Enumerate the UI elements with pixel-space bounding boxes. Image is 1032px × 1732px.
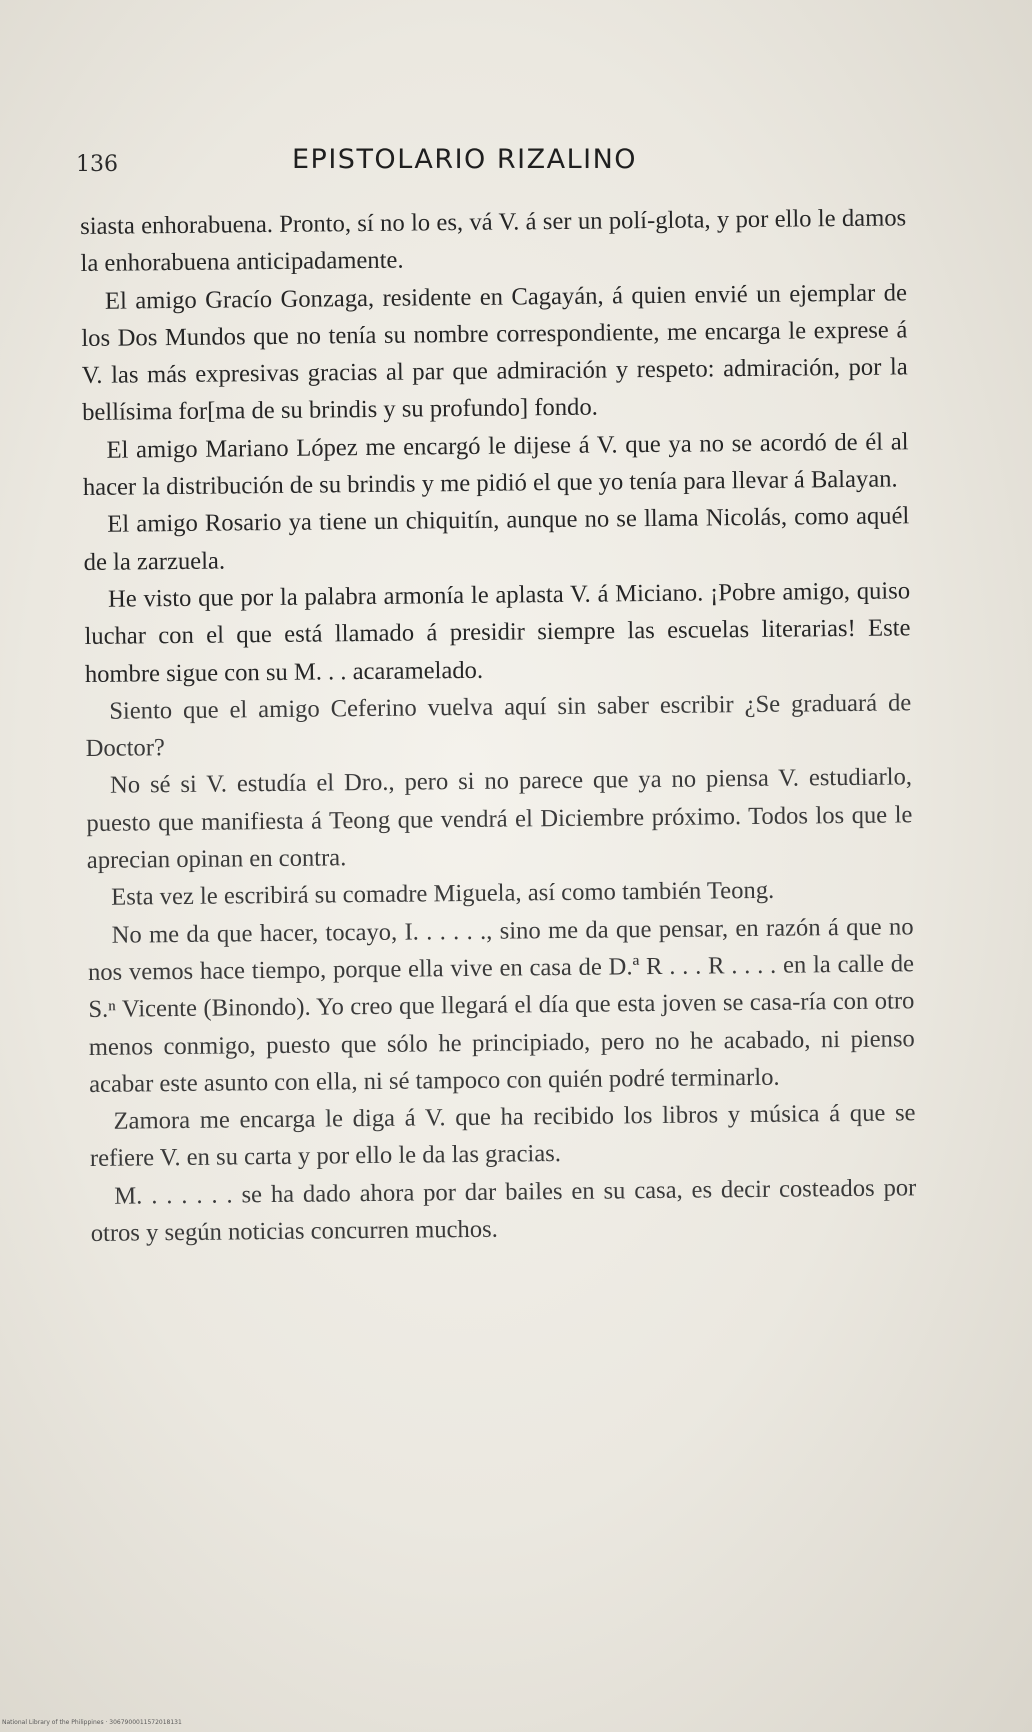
letter-body: [80, 199, 917, 1252]
paragraph-6: Siento que el amigo Ceferino vuelva aquí sin saber escribir ¿Se graduará de Doctor?: [85, 689, 912, 763]
archive-stamp: National Library of the Philippines · 3067900011572018131: [2, 1719, 182, 1726]
paragraph-3: El amigo Mariano López me encargó le dijese á V. que ya no se acordó de él al hacer la distribución de su brindis y me pidió el que yo tenía para llevar á Balayan.: [82, 428, 909, 502]
page-number: 136: [76, 152, 118, 177]
page-header: [76, 140, 936, 184]
paragraph-1: siasta enhorabuena. Pronto, sí no lo es, vá V. á ser un polí-glota, y por ello le damos la enhorabuena anticipadamente.: [80, 204, 907, 278]
paragraph-2: El amigo Gracío Gonzaga, residente en Cagayán, á quien envié un ejemplar de los Dos Mundos que no tenía su nombre correspondiente, me encarga le exprese á V. las más expresivas gracias al par que admiración y respeto: admiración, por la bellísima for[ma de su brindis y su profundo] fondo.: [81, 278, 908, 427]
paragraph-11: M. . . . . . . se ha dado ahora por dar bailes en su casa, es decir costeados por otros y según noticias concurren muchos.: [90, 1174, 917, 1247]
paragraph-10: Zamora me encarga le diga á V. que ha recibido los libros y música á que se refiere V. en su carta y por ello le da las gracias.: [89, 1099, 916, 1173]
paragraph-7: No sé si V. estudía el Dro., pero si no parece que ya no piensa V. estudiarlo, puesto que manifiesta á Teong que vendrá el Diciembre próximo. Todos los que le aprecian opinan en contra.: [86, 763, 913, 875]
paragraph-9: No me da que hacer, tocayo, I. . . . . ., sino me da que pensar, en razón á que no nos vemos hace tiempo, porque ella vive en casa de D.ª R . . . R . . . . en la calle de S.ⁿ Vicente (Binondo). Yo creo que llegará el día que esta joven se casa-ría con otro menos conmigo, puesto que sólo he principiado, pero no he acabado, ni pienso acabar este asunto con ella, ni sé tampoco con quién podré terminarlo.: [87, 912, 915, 1098]
paragraph-8: Esta vez le escribirá su comadre Miguela, así como también Teong.: [111, 877, 775, 912]
running-head-title: EPISTOLARIO RIZALINO: [292, 144, 638, 175]
paragraph-5: He visto que por la palabra armonía le aplasta V. á Miciano. ¡Pobre amigo, quiso luchar con el que está llamado á presidir siempre las escuelas literarias! Este hombre sigue con su M. . . acaramelado.: [84, 577, 911, 688]
paragraph-4: El amigo Rosario ya tiene un chiquitín, aunque no se llama Nicolás, como aquél de la zarzuela.: [83, 502, 910, 576]
